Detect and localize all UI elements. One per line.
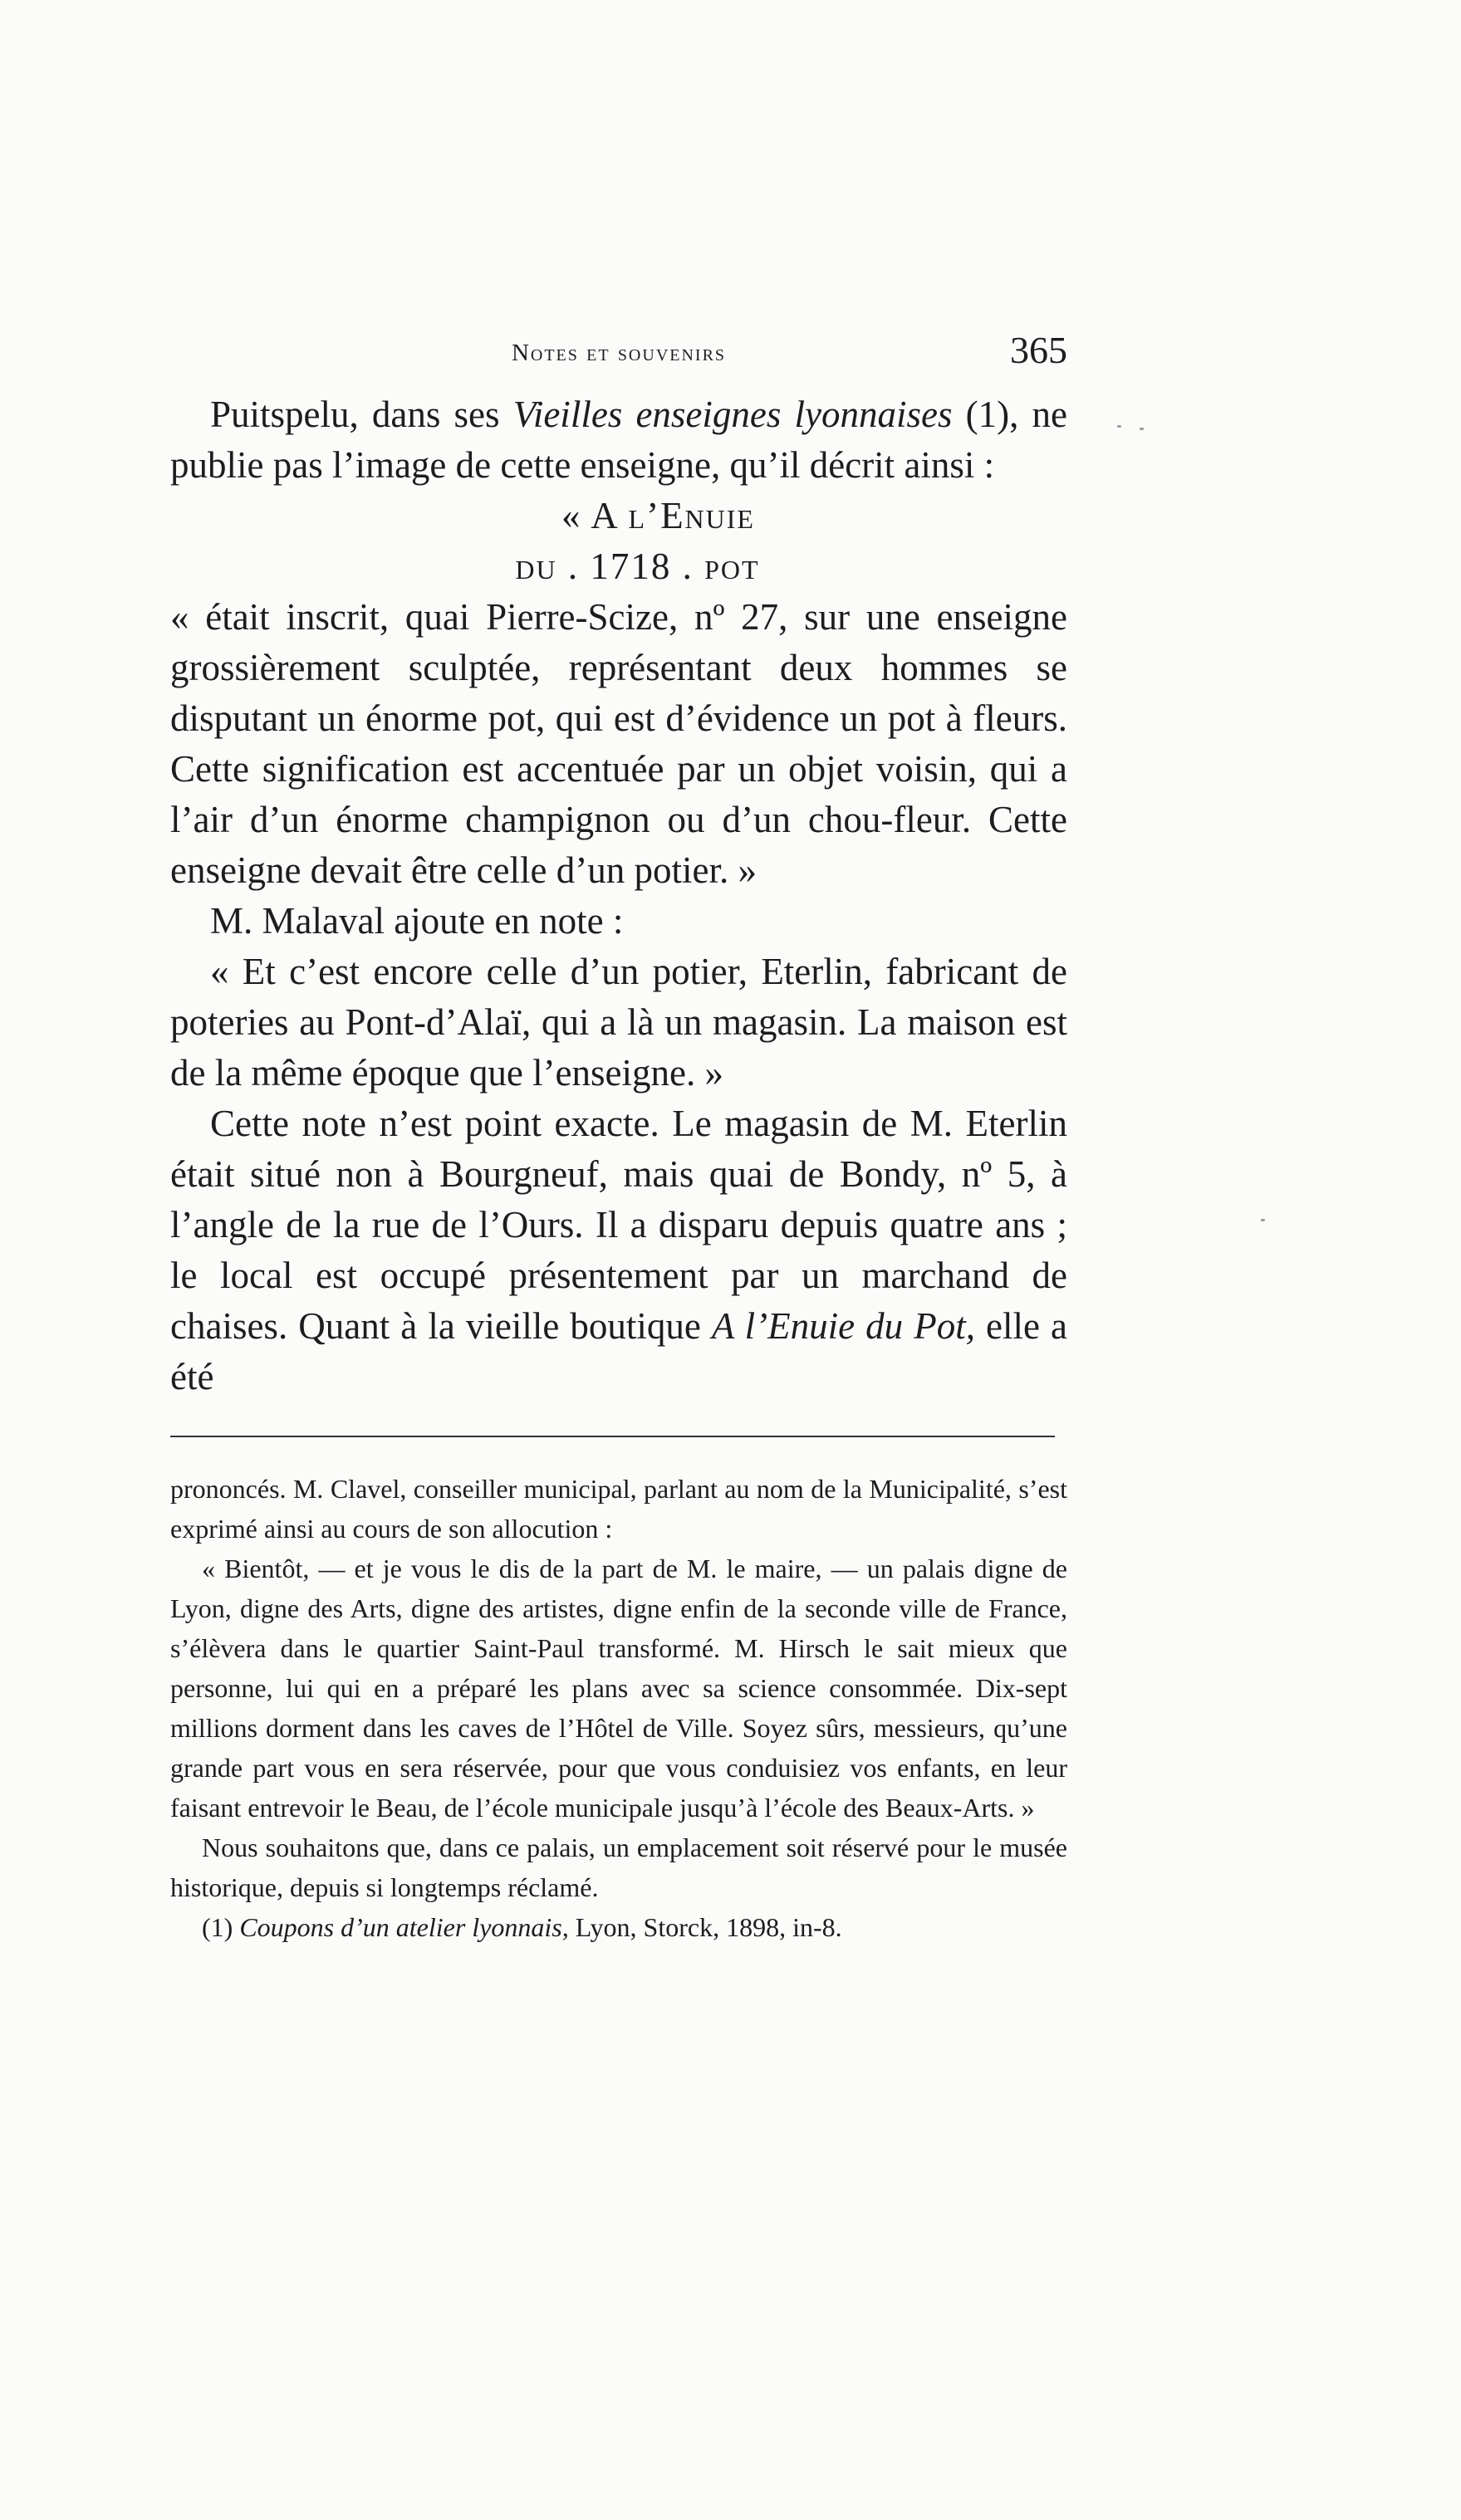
running-header xyxy=(170,328,1067,386)
paper-speck xyxy=(1140,428,1144,430)
footnote-1-number: (1) xyxy=(202,1912,240,1942)
footnote-1-citation: Lyon, Storck, 1898, in-8. xyxy=(568,1912,842,1942)
sign-inscription-line-1: « A l’Enuie xyxy=(561,495,755,536)
page-number: 365 xyxy=(1010,329,1067,371)
body-text xyxy=(170,389,1067,1402)
paragraph-3: M. Malaval ajoute en note : xyxy=(210,900,624,942)
footnote-rule xyxy=(170,1436,1055,1437)
paper-speck xyxy=(1117,425,1121,428)
paragraph-5 xyxy=(170,1099,1067,1402)
page xyxy=(170,328,1067,1947)
paragraph-1 xyxy=(170,389,1067,491)
footnote-1-title-italic: Coupons d’un atelier lyonnais, xyxy=(239,1912,569,1942)
paragraph-4: « Et c’est encore celle d’un potier, Eterlin, fabricant de poteries au Pont-d’Alaï, qui a là un magasin. La maison est de la même époque que l’enseigne. » xyxy=(170,951,1067,1094)
footnote-1 xyxy=(170,1907,1067,1947)
shop-name-italic: A l’Enuie du Pot, xyxy=(711,1305,975,1347)
paragraph-1-text-a: Puitspelu, dans ses xyxy=(210,394,513,435)
footnote-continuation: prononcés. M. Clavel, conseiller municipal, parlant au nom de la Municipalité, s’est exprimé ainsi au cours de son allocution : xyxy=(170,1474,1067,1544)
paper-speck xyxy=(1261,1219,1265,1221)
running-title: Notes et souvenirs xyxy=(511,340,727,366)
paragraph-2: « était inscrit, quai Pierre-Scize, nº 27, sur une enseigne grossièrement sculptée, représentant deux hommes se disputant un énorme pot, qui est d’évidence un pot à fleurs. Cette signification est accentuée par un objet voisin, qui a l’air d’un énorme champignon ou d’un chou-fleur. Cette enseigne devait être celle d’un potier. » xyxy=(170,596,1067,891)
footnote-remark: Nous souhaitons que, dans ce palais, un emplacement soit réservé pour le musée historique, depuis si longtemps réclamé. xyxy=(170,1833,1067,1902)
footnote-quote: « Bientôt, — et je vous le dis de la part de M. le maire, — un palais digne de Lyon, digne des Arts, digne des artistes, digne enfin de la seconde ville de France, s’élèvera dans le quartier Saint-Paul transformé. M. Hirsch le sait mieux que personne, lui qui en a préparé les plans avec sa science consommée. Dix-sept millions dorment dans les caves de l’Hôtel de Ville. Soyez sûrs, messieurs, qu’une grande part vous en sera réservée, pour que vous conduisiez vos enfants, en leur faisant entrevoir le Beau, de l’école municipale jusqu’à l’école des Beaux-Arts. » xyxy=(170,1554,1067,1823)
footnotes xyxy=(170,1469,1067,1947)
paragraph-1-text-b: (1), ne publie pas l’image de cette enseigne, qu’il décrit ainsi : xyxy=(170,394,1067,486)
sign-inscription-line-2: du . 1718 . pot xyxy=(515,546,760,587)
book-title-italic: Vieilles enseignes lyonnaises xyxy=(512,394,953,435)
paragraph-5-text-b: elle a été xyxy=(170,1305,1067,1397)
paragraph-5-text-a: Cette note n’est point exacte. Le magasin de M. Eterlin était situé non à Bourgneuf, mais quai de Bondy, nº 5, à l’angle de la rue de l’Ours. Il a disparu depuis quatre ans ; le local est occupé présentement par un marchand de chaises. Quant à la vieille boutique xyxy=(170,1103,1067,1347)
